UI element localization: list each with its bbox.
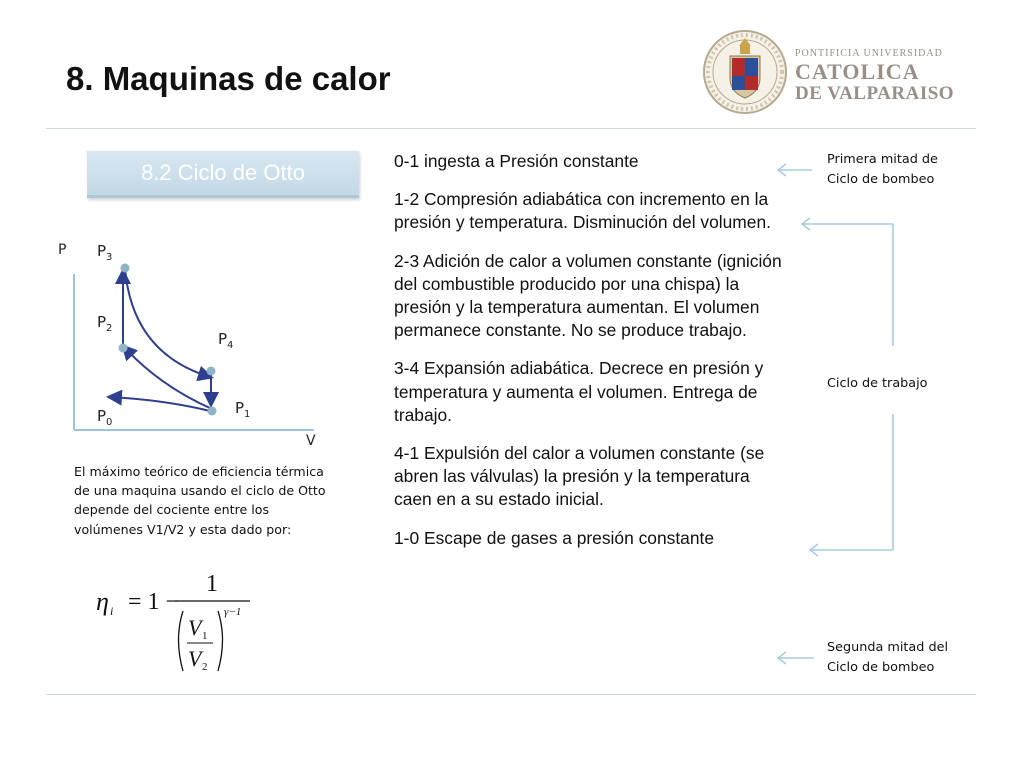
label-second-half: Segunda mitad del Ciclo de bombeo xyxy=(827,640,948,675)
logo-line-3: DE VALPARAISO xyxy=(795,83,955,104)
formula-v2-sub: 2 xyxy=(202,661,208,673)
university-logo xyxy=(700,26,990,122)
logo-wordmark xyxy=(795,48,954,105)
point-p3 xyxy=(121,264,130,273)
point-p4 xyxy=(207,367,216,376)
page-title: 8. Maquinas de calor xyxy=(66,60,391,97)
step-1-2: 1-2 Compresión adiabática con incremento en la presión y temperatura. Disminución del volumen. xyxy=(394,189,771,233)
formula-numerator: 1 xyxy=(206,571,218,597)
arrow-second-half-icon xyxy=(778,652,814,664)
step-0-1: 0-1 ingesta a Presión constante xyxy=(394,151,639,171)
label-p2: $P_2$ xyxy=(97,313,113,334)
step-4-1: 4-1 Expulsión del calor a volumen constante (se abren las válvulas) la presión y la temperatura caen en a su estado inicial. xyxy=(394,443,765,510)
bottom-divider xyxy=(46,694,976,695)
formula-v2: V xyxy=(188,646,202,671)
cycle-steps xyxy=(394,150,786,565)
axis-v-label: V xyxy=(306,433,316,449)
point-p2 xyxy=(119,344,128,353)
step-2-3: 2-3 Adición de calor a volumen constante (ignición del combustible producido por una chispa) la presión y la temperatura aumentan. El volumen permanece constante. No se produce trabajo. xyxy=(394,250,782,341)
efficiency-note: El máximo teórico de eficiencia térmica de una maquina usando el ciclo de Otto depende del cociente entre los volúmenes V1/V2 y esta dado por: xyxy=(74,464,326,537)
formula-exponent: γ−1 xyxy=(224,606,242,618)
section-badge: 8.2 Ciclo de Otto xyxy=(87,151,359,198)
formula-eta-sub: i xyxy=(110,604,114,618)
curve-1-0-exhaust xyxy=(110,397,210,411)
bracket-work-cycle-top-icon xyxy=(802,218,893,346)
label-p0: $P_0$ xyxy=(97,407,113,428)
formula-v1: V xyxy=(188,615,202,640)
label-p3: $P_3$ xyxy=(97,242,113,263)
formula-right-paren xyxy=(218,611,223,671)
point-p1 xyxy=(208,407,217,416)
label-p1: $P_1$ xyxy=(235,399,251,420)
otto-pv-diagram xyxy=(50,228,350,458)
label-p4: $P_4$ xyxy=(218,330,234,351)
formula-v1-sub: 1 xyxy=(202,630,208,642)
step-3-4: 3-4 Expansión adiabática. Decrece en presión y temperatura y aumenta el volumen. Entrega de trabajo. xyxy=(394,358,764,425)
label-work-cycle: Ciclo de trabajo xyxy=(827,376,928,391)
top-divider xyxy=(46,128,976,129)
otto-efficiency-formula xyxy=(88,565,288,683)
logo-line-2: CATOLICA xyxy=(795,59,920,84)
formula-left-paren xyxy=(179,611,184,671)
formula-eta: η xyxy=(96,587,109,616)
label-first-half: Primera mitad de Ciclo de bombeo xyxy=(827,152,938,187)
axis-p-label: P xyxy=(58,242,67,258)
step-1-0: 1-0 Escape de gases a presión constante xyxy=(394,527,715,548)
university-seal-icon xyxy=(700,26,790,118)
logo-line-1: PONTIFICIA UNIVERSIDAD xyxy=(795,48,943,59)
bracket-work-cycle-bottom-icon xyxy=(810,414,893,556)
formula-one-minus: = 1 − xyxy=(128,589,180,615)
